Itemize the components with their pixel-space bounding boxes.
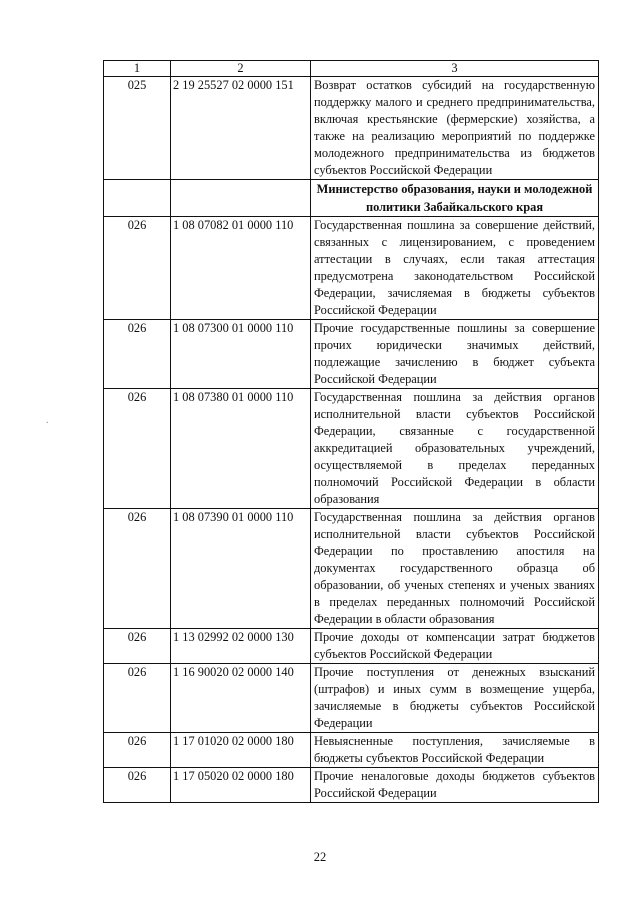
admin-code-cell: 026 xyxy=(104,509,171,629)
admin-code-cell: 026 xyxy=(104,389,171,509)
revenue-name-cell: Прочие поступления от денежных взысканий (штрафов) и иных сумм в возмещение ущерба, зачисляемые в бюджеты субъектов Российской Федерации xyxy=(311,664,599,733)
page-number: 22 xyxy=(313,850,327,864)
revenue-name-cell: Прочие государственные пошлины за совершение прочих юридически значимых действий, подлежащие зачислению в бюджет субъекта Российской Федерации xyxy=(311,320,599,389)
table-row xyxy=(104,733,599,768)
revenue-codes-table xyxy=(103,60,599,803)
admin-code-cell xyxy=(104,180,171,217)
table-row xyxy=(104,77,599,180)
table-row xyxy=(104,217,599,320)
admin-code-cell: 026 xyxy=(104,733,171,768)
header-col-2: 2 xyxy=(171,61,311,77)
admin-code-cell: 025 xyxy=(104,77,171,180)
revenue-name-cell: Государственная пошлина за действия органов исполнительной власти субъектов Российской Федерации, связанные с государственной аккредитацией образовательных учреждений, осуществляемой в пределах переданных полномочий Российской Федерации в области образования xyxy=(311,389,599,509)
revenue-code-cell: 1 08 07300 01 0000 110 xyxy=(171,320,311,389)
header-col-3: 3 xyxy=(311,61,599,77)
revenue-code-cell: 1 17 05020 02 0000 180 xyxy=(171,768,311,803)
revenue-name-cell: Невыясненные поступления, зачисляемые в бюджеты субъектов Российской Федерации xyxy=(311,733,599,768)
revenue-code-cell: 1 08 07380 01 0000 110 xyxy=(171,389,311,509)
table-row xyxy=(104,509,599,629)
header-col-1: 1 xyxy=(104,61,171,77)
admin-code-cell: 026 xyxy=(104,629,171,664)
admin-code-cell: 026 xyxy=(104,217,171,320)
table-header-row xyxy=(104,61,599,77)
section-title-cell: Министерство образования, науки и молодежной политики Забайкальского края xyxy=(311,180,599,217)
revenue-name-cell: Прочие неналоговые доходы бюджетов субъектов Российской Федерации xyxy=(311,768,599,803)
revenue-name-cell: Государственная пошлина за совершение действий, связанных с лицензированием, с проведением аттестации в случаях, если такая аттестация предусмотрена законодательством Российской Федерации, зачисляемая в бюджеты субъектов Российской Федерации xyxy=(311,217,599,320)
admin-code-cell: 026 xyxy=(104,320,171,389)
revenue-code-cell: 1 08 07390 01 0000 110 xyxy=(171,509,311,629)
admin-code-cell: 026 xyxy=(104,768,171,803)
table-row xyxy=(104,664,599,733)
revenue-code-cell: 1 13 02992 02 0000 130 xyxy=(171,629,311,664)
revenue-code-cell: 1 17 01020 02 0000 180 xyxy=(171,733,311,768)
revenue-name-cell: Государственная пошлина за действия органов исполнительной власти субъектов Российской Федерации по проставлению апостиля на документах государственного образца об образовании, об ученых степенях и ученых званиях в пределах переданных полномочий Российской Федерации в области образования xyxy=(311,509,599,629)
margin-mark: . xyxy=(46,415,49,426)
table-row xyxy=(104,629,599,664)
revenue-code-cell: 1 08 07082 01 0000 110 xyxy=(171,217,311,320)
revenue-code-cell: 2 19 25527 02 0000 151 xyxy=(171,77,311,180)
admin-code-cell: 026 xyxy=(104,664,171,733)
table-row xyxy=(104,768,599,803)
revenue-code-cell: 1 16 90020 02 0000 140 xyxy=(171,664,311,733)
revenue-name-cell: Прочие доходы от компенсации затрат бюджетов субъектов Российской Федерации xyxy=(311,629,599,664)
table-row xyxy=(104,389,599,509)
table-row xyxy=(104,320,599,389)
section-heading-row xyxy=(104,180,599,217)
revenue-name-cell: Возврат остатков субсидий на государственную поддержку малого и среднего предпринимательства, включая крестьянские (фермерские) хозяйства, а также на реализацию мероприятий по поддержке молодежного предпринимательства из бюджетов субъектов Российской Федерации xyxy=(311,77,599,180)
revenue-code-cell xyxy=(171,180,311,217)
